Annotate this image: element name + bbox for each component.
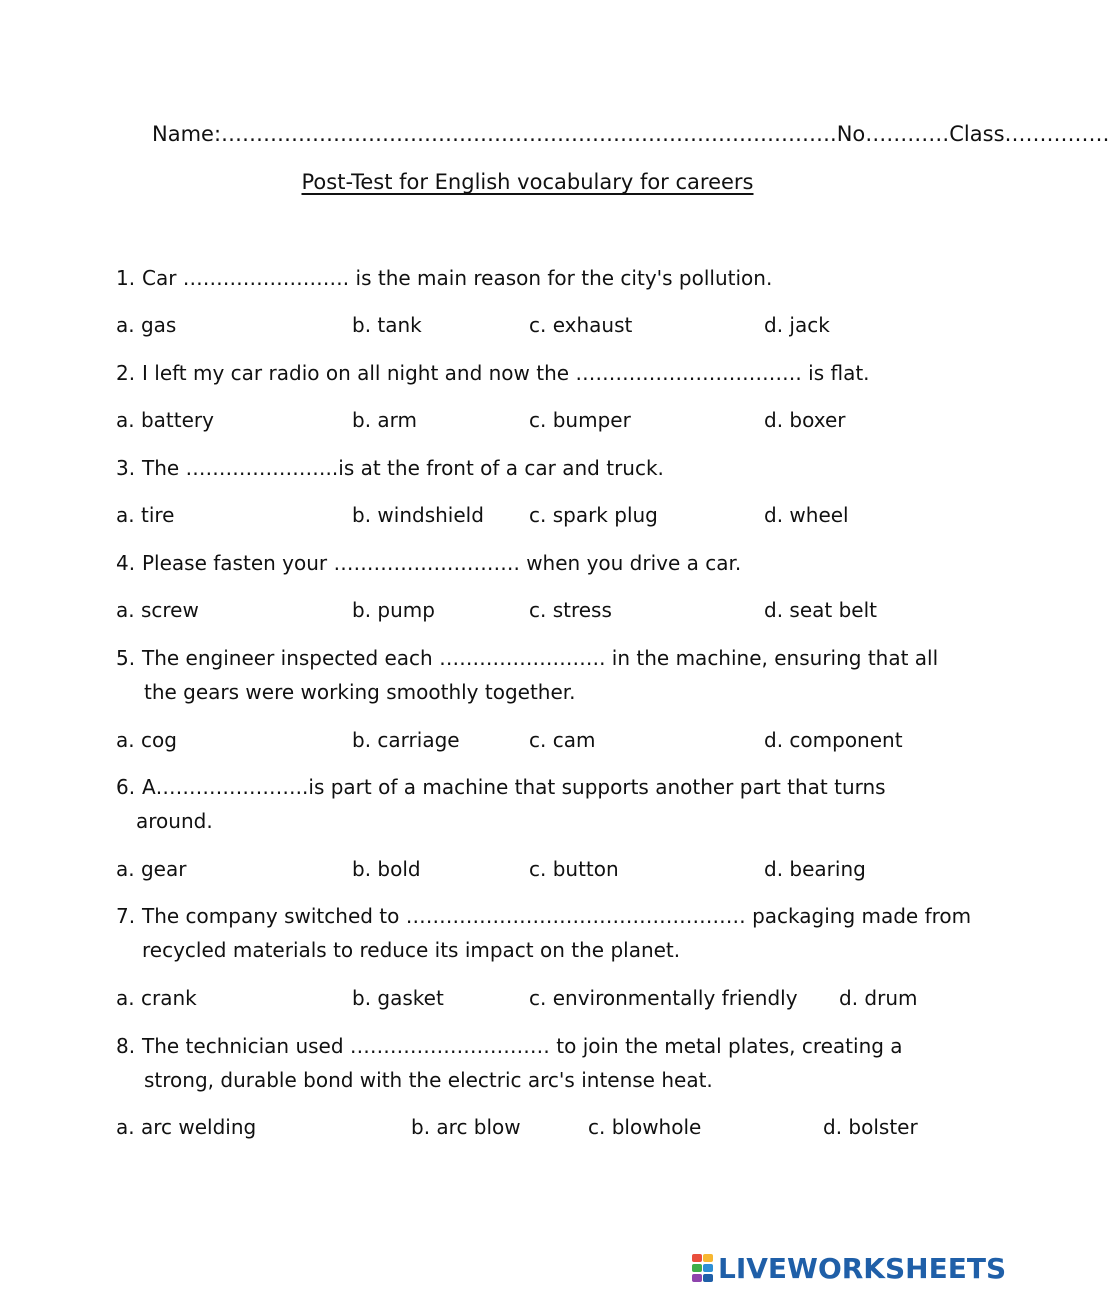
option-c: c. bumper: [529, 408, 631, 432]
question-6: [116, 770, 886, 838]
option-b: b. tank: [352, 313, 422, 337]
question-text: The company switched to …………………………………………… packaging made from: [142, 904, 972, 928]
option-d: d. bearing: [764, 857, 866, 881]
option-b: b. gasket: [352, 986, 444, 1010]
option-a: a. arc welding: [116, 1115, 257, 1139]
question-text-continued: strong, durable bond with the electric arc's intense heat.: [144, 1068, 713, 1092]
question-number: 1.: [116, 266, 136, 290]
option-b: b. carriage: [352, 728, 460, 752]
option-d: d. drum: [839, 986, 918, 1010]
student-info-line: Name:…………………………………………………………………………….No…………Class……………: [152, 122, 1110, 146]
question-text-continued: around.: [136, 809, 213, 833]
option-b: b. windshield: [352, 503, 484, 527]
question-text: I left my car radio on all night and now the ……………………………. is flat.: [142, 361, 870, 385]
question-text: The …………………..is at the front of a car and truck.: [142, 456, 664, 480]
question-number: 3.: [116, 456, 136, 480]
liveworksheets-logo: [692, 1252, 1006, 1284]
option-a: a. battery: [116, 408, 214, 432]
question-text: The technician used ………………………… to join the metal plates, creating a: [142, 1034, 903, 1058]
question-8: [116, 1029, 903, 1097]
option-c: c. exhaust: [529, 313, 633, 337]
option-b: b. bold: [352, 857, 421, 881]
option-d: d. bolster: [823, 1115, 918, 1139]
option-a: a. screw: [116, 598, 199, 622]
question-number: 5.: [116, 646, 136, 670]
option-a: a. gear: [116, 857, 187, 881]
liveworksheets-logo-text: LIVEWORKSHEETS: [718, 1251, 1007, 1285]
option-a: a. cog: [116, 728, 177, 752]
option-d: d. component: [764, 728, 903, 752]
question-5: [116, 641, 938, 709]
option-a: a. crank: [116, 986, 197, 1010]
option-c: c. blowhole: [588, 1115, 702, 1139]
option-d: d. seat belt: [764, 598, 877, 622]
question-number: 2.: [116, 361, 136, 385]
question-1: [116, 261, 772, 295]
question-number: 8.: [116, 1034, 136, 1058]
option-a: a. tire: [116, 503, 175, 527]
option-b: b. arc blow: [411, 1115, 521, 1139]
option-c: c. environmentally friendly: [529, 986, 798, 1010]
option-c: c. stress: [529, 598, 612, 622]
option-a: a. gas: [116, 313, 177, 337]
question-text-continued: recycled materials to reduce its impact on the planet.: [142, 938, 681, 962]
option-b: b. pump: [352, 598, 435, 622]
question-number: 4.: [116, 551, 136, 575]
option-c: c. spark plug: [529, 503, 658, 527]
option-c: c. button: [529, 857, 619, 881]
question-text: The engineer inspected each ……………………. in the machine, ensuring that all: [142, 646, 939, 670]
question-2: [116, 356, 870, 390]
question-text-continued: the gears were working smoothly together.: [144, 680, 576, 704]
question-3: [116, 451, 664, 485]
question-text: Please fasten your ………………………. when you drive a car.: [142, 551, 742, 575]
question-text: A…………………..is part of a machine that supports another part that turns: [142, 775, 886, 799]
question-number: 6.: [116, 775, 136, 799]
option-b: b. arm: [352, 408, 418, 432]
worksheet-title: Post-Test for English vocabulary for careers: [301, 170, 754, 194]
question-7: [116, 899, 971, 967]
liveworksheets-logo-icon: [692, 1254, 714, 1282]
option-d: d. wheel: [764, 503, 849, 527]
option-d: d. boxer: [764, 408, 846, 432]
question-number: 7.: [116, 904, 136, 928]
question-text: Car ……………………. is the main reason for the city's pollution.: [142, 266, 773, 290]
question-4: [116, 546, 741, 580]
option-c: c. cam: [529, 728, 596, 752]
option-d: d. jack: [764, 313, 830, 337]
